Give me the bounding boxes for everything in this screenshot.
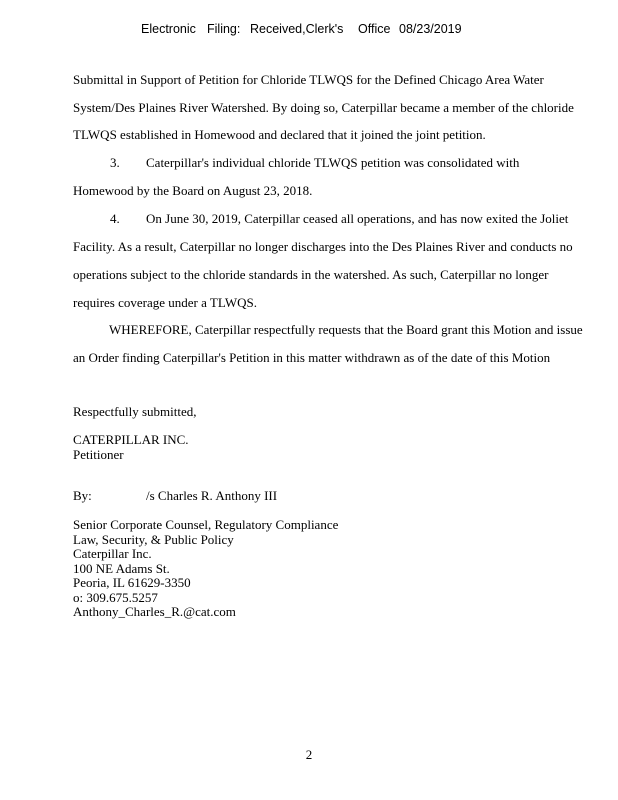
petitioner-label: Petitioner [73,446,124,462]
paragraph-line: Submittal in Support of Petition for Chloride TLWQS for the Defined Chicago Area Water [73,72,544,87]
paragraph-line: requires coverage under a TLWQS. [73,295,257,310]
wherefore-line: WHEREFORE, Caterpillar respectfully requests that the Board grant this Motion and issue [109,322,583,337]
page-number: 2 [305,747,313,762]
paragraph-line: Caterpillar's individual chloride TLWQS petition was consolidated with [146,155,520,170]
company: Caterpillar Inc. [73,546,152,561]
respectfully-submitted: Respectfully submitted, [73,404,197,419]
signature-contact-block [73,518,338,620]
wherefore-line: an Order finding Caterpillar's Petition in this matter withdrawn as of the date of this Motion [73,350,551,365]
paragraph-line: System/Des Plaines River Watershed. By doing so, Caterpillar became a member of the chloride [73,100,574,115]
paragraph-line: TLWQS established in Homewood and declared that it joined the joint petition. [73,127,486,142]
phone: o: 309.675.5257 [73,589,158,605]
paragraph-number: 4. [110,211,120,226]
city-address: Peoria, IL 61629-3350 [73,575,191,590]
street-address: 100 NE Adams St. [73,560,170,576]
paragraph-number: 3. [110,155,120,170]
signature-line [73,488,278,504]
paragraph-line: Homewood by the Board on August 23, 2018. [73,183,313,198]
signature-text: /s Charles R. Anthony III [146,488,278,503]
closing-block [73,405,196,420]
counsel-title: Senior Corporate Counsel, Regulatory Compliance [73,517,339,532]
header-received: Received,Clerk's [250,22,344,36]
petitioner-block [73,433,189,462]
by-label: By: [73,488,92,503]
paragraph-line: operations subject to the chloride standards in the watershed. As such, Caterpillar no longer [73,267,549,282]
company-name: CATERPILLAR INC. [73,432,189,447]
header-filing: Filing: [207,22,241,36]
header-date: 08/23/2019 [399,22,462,36]
paragraph-line: On June 30, 2019, Caterpillar ceased all operations, and has now exited the Joliet [146,211,569,226]
department: Law, Security, & Public Policy [73,531,234,547]
email: Anthony_Charles_R.@cat.com [73,604,236,619]
header-electronic: Electronic [141,22,196,36]
paragraph-line: Facility. As a result, Caterpillar no longer discharges into the Des Plaines River and conducts no [73,239,573,254]
header-office: Office [358,22,391,36]
